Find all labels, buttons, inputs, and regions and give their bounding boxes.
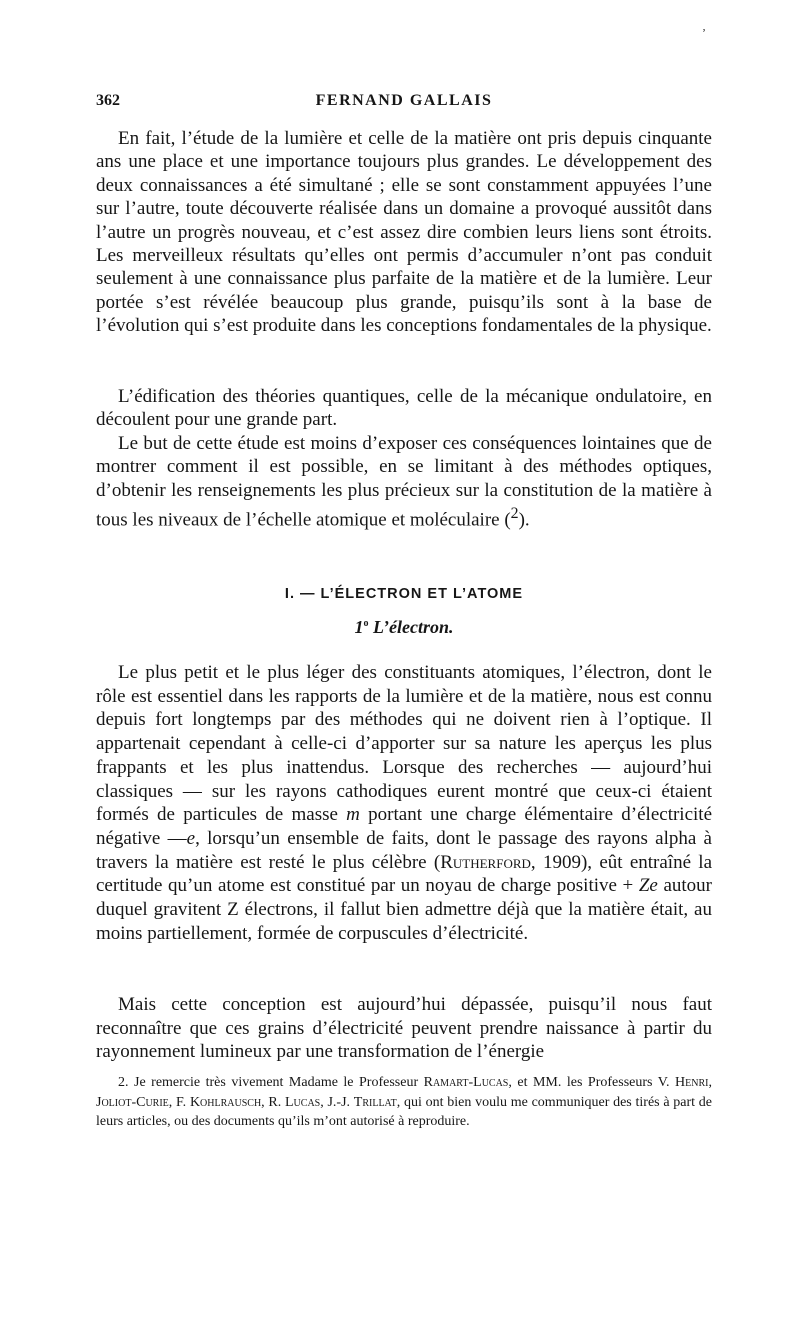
running-head [96, 92, 712, 116]
math-symbol-ze: Ze [638, 875, 658, 897]
footnote-name: Henri [675, 1075, 709, 1090]
author-name: Rutherford [440, 851, 531, 873]
footnote-text: , R. [261, 1094, 285, 1110]
footnote-name: Ramart-Lucas [423, 1075, 509, 1090]
text-run: Le plus petit et le plus léger des constituants atomiques, l’électron, dont le rôle est essentiel dans les rapports de la lumière et de la matière, nous est connu depuis fort longtemps par des méthodes qui ne doivent rien à l’optique. Il appartenait cependant à celle-ci d’apporter sur sa nature les aperçus les plus frappants et les plus inattendus. Lorsque des recherches — aujourd’hui classiques — sur les rayons cathodiques eurent montré que ceux-ci étaient formés de particules de masse [96, 662, 712, 826]
footnote-name: Joliot-Curie [96, 1094, 169, 1110]
subsection-degree: o [363, 618, 369, 629]
section-heading: I. — L’ÉLECTRON ET L’ATOME [284, 586, 524, 602]
text-run: portant une charge élémentaire d’électricité négative — [96, 804, 713, 849]
paragraph-intro: En fait, l’étude de la lumière et celle de la matière ont pris depuis cinquante ans une place et une importance toujours plus grandes. Le développement des deux connaissances a été simultané ; elle se sont constamment appuyées l’une sur l’autre, toute découverte réalisée dans un domaine a provoqué aussitôt dans l’autre un progrès nouveau, et c’est assez dire combien leurs liens sont étroits. Les merveilleux résultats qu’elles ont permis d’accumuler n’ont pas conduit seulement à une connaissance plus parfaite de la matière et de la lumière. Leur portée s’est révélée beaucoup plus grande, puisqu’ils sont à la base de l’évolution qui s’est produite dans les conceptions fondamentales de la physique. [96, 128, 712, 337]
paragraph-aim-text: Le but de cette étude est moins d’exposer ces conséquences lointaines que de montrer comment il est possible, en se limitant à des méthodes optiques, d’obtenir les renseignements les plus précieux sur la constitution de la matière à tous les niveaux de l’échelle atomique et moléculaire ( [96, 433, 712, 531]
footnote-text: , qui ont bien voulu me communiquer des tirés à part de leurs articles, ou des documents qu’ils m’ont autorisé à reproduire. [96, 1094, 713, 1129]
footnote-text: , et MM. les Professeurs V. [508, 1075, 676, 1090]
paragraph-conception: Mais cette conception est aujourd’hui dépassée, puisqu’il nous faut reconnaître que ces grains d’électricité peuvent prendre naissance à partir du rayonnement lumineux par une transformation de l’énergie [96, 994, 712, 1063]
footnote [96, 1073, 712, 1132]
footnote-name: Lucas [285, 1094, 321, 1110]
footnote-text: , [708, 1075, 712, 1090]
running-title: FERNAND GALLAIS [315, 92, 493, 109]
footnote-name: Kohlrausch [189, 1094, 262, 1110]
footnote-text: , F. [168, 1094, 190, 1110]
footnote-name: Trillat [353, 1094, 397, 1110]
paragraph-aim [96, 432, 712, 532]
page-number: 362 [96, 92, 120, 109]
text-run: , 1909), eût entraîné la certitude qu’un atome est constitué par un noyau de charge positive + [96, 851, 713, 897]
math-symbol-e: e [186, 827, 196, 849]
paragraph-quantum: L’édification des théories quantiques, celle de la mécanique ondulatoire, en découlent pour une grande part. [96, 386, 712, 431]
subsection-number: 1 [354, 617, 364, 637]
footnote-text: 2. Je remercie très vivement Madame le Professeur [118, 1075, 424, 1090]
footnote-reference: 2 [510, 505, 519, 523]
text-run: , lorsqu’un ensemble de faits, dont le passage des rayons alpha à travers la matière est resté le plus célèbre ( [96, 827, 712, 873]
subsection-heading [96, 617, 712, 638]
corner-mark: ʼ [702, 26, 706, 40]
paragraph-aim-end: ). [518, 509, 530, 531]
footnote-text: , J.-J. [320, 1094, 354, 1110]
subsection-title: L’électron. [368, 617, 454, 637]
math-symbol-m: m [346, 804, 360, 826]
text-run: autour duquel gravitent Z électrons, il fallut bien admettre déjà que la matière était, au moins partiellement, formée de corpuscules d’électricité. [96, 875, 712, 944]
paragraph-electron [96, 661, 712, 945]
